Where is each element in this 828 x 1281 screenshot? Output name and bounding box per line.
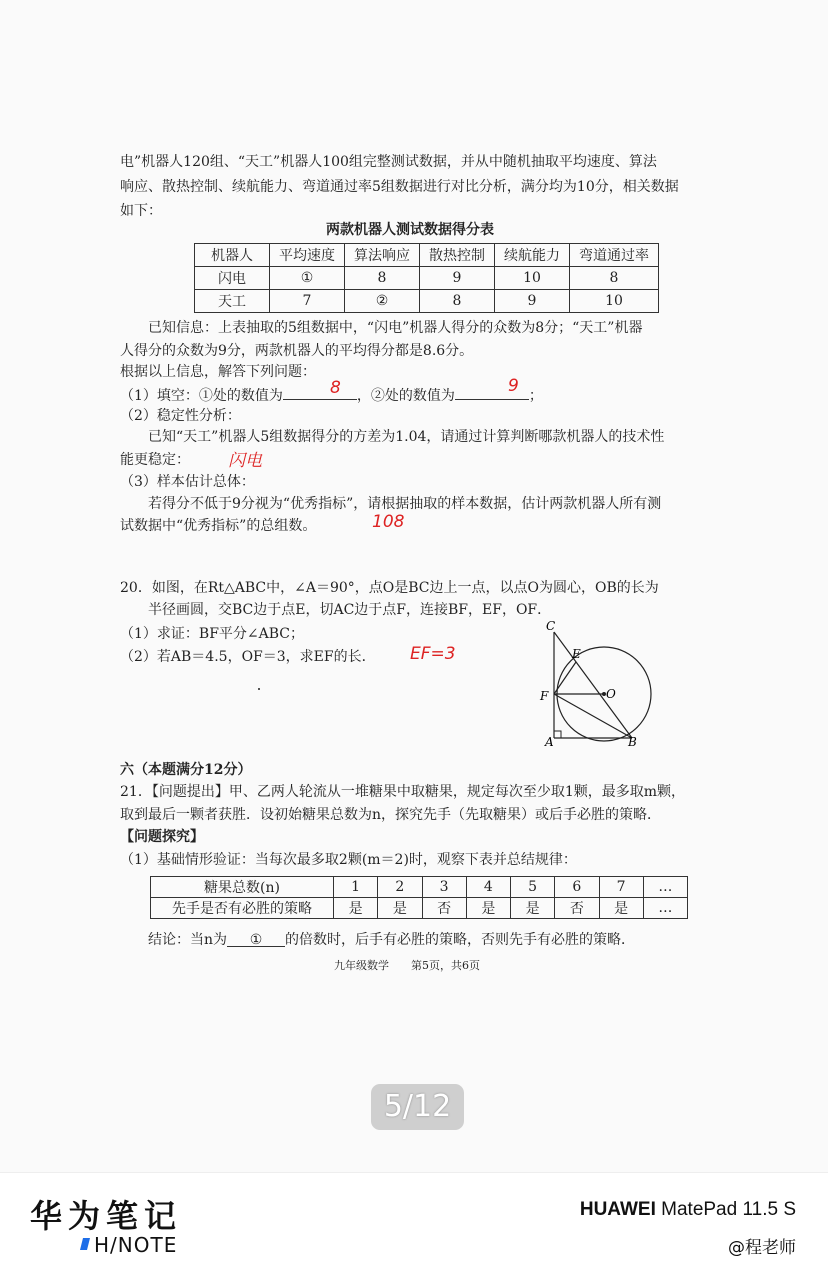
intro-line-1: 电”机器人120组、“天工”机器人100组完整测试数据，并从中随机抽取平均速度、算法 <box>120 154 657 170</box>
q19-part3-text-2: 试数据中“优秀指标”的总组数。 <box>120 518 317 534</box>
q19-part1-text-c: ； <box>528 388 543 404</box>
table-cell: 3 <box>422 877 466 898</box>
table-cell: 闪电 <box>195 267 270 290</box>
table-cell: 先手是否有必胜的策略 <box>151 898 334 919</box>
instruction-line: 根据以上信息，解答下列问题： <box>120 364 316 380</box>
table-cell: 4 <box>466 877 510 898</box>
table-cell: … <box>643 877 687 898</box>
q20-line-3: （1）求证：BF平分∠ABC； <box>120 626 305 642</box>
table-cell: 6 <box>555 877 599 898</box>
brand-name-en: H/NOTE <box>94 1233 178 1257</box>
table-header-cell: 散热控制 <box>420 244 495 267</box>
q19-part1-text-a: （1）填空：①处的数值为 <box>120 388 283 404</box>
table-cell: 1 <box>334 877 378 898</box>
table-cell: 8 <box>570 267 659 290</box>
q21-line-1: 21．【问题提出】甲、乙两人轮流从一堆糖果中取糖果，规定每次至少取1颗，最多取m颗， <box>120 784 685 800</box>
table-cell: 10 <box>495 267 570 290</box>
q19-part3-title: （3）样本估计总体： <box>120 474 255 490</box>
table-header-cell: 弯道通过率 <box>570 244 659 267</box>
table-cell: 是 <box>466 898 510 919</box>
right-angle-mark <box>554 731 561 738</box>
table-header-cell: 算法响应 <box>345 244 420 267</box>
table-cell: 7 <box>270 290 345 313</box>
table-cell: ① <box>270 267 345 290</box>
conclusion-blank: ① <box>227 930 285 947</box>
table-cell: 否 <box>422 898 466 919</box>
q21-explore-heading: 【问题探究】 <box>120 829 204 845</box>
intro-line-3: 如下： <box>120 203 162 219</box>
table-cell: 是 <box>378 898 422 919</box>
hnote-logo-icon <box>78 1238 90 1250</box>
table-header-row <box>195 244 659 267</box>
author-tag: @程老师 <box>728 1238 796 1258</box>
ink-dot <box>258 688 260 690</box>
label-c: C <box>546 619 556 633</box>
table-row <box>195 290 659 313</box>
table-cell: 7 <box>599 877 643 898</box>
table-cell: 2 <box>378 877 422 898</box>
candy-table <box>150 876 688 919</box>
label-o: O <box>606 687 616 701</box>
table-cell: 9 <box>495 290 570 313</box>
q19-part1-text-b: ，②处的数值为 <box>356 388 455 404</box>
table-cell: 是 <box>334 898 378 919</box>
device-model: MatePad 11.5 S <box>661 1199 796 1220</box>
known-info-line-2: 人得分的众数为9分，两款机器人的平均得分都是8.6分。 <box>120 343 474 359</box>
brand-name-cn: 华为笔记 <box>30 1197 183 1235</box>
page-indicator[interactable]: 5/12 <box>371 1084 464 1130</box>
table-cell: 5 <box>511 877 555 898</box>
table-header-cell: 续航能力 <box>495 244 570 267</box>
score-table <box>194 243 659 313</box>
device-label <box>580 1199 796 1221</box>
table-row <box>151 898 688 919</box>
table-cell: 9 <box>420 267 495 290</box>
handwritten-answer-stable: 闪电 <box>228 451 262 471</box>
section-6-heading: 六（本题满分12分） <box>120 762 252 778</box>
answer-blank-1 <box>283 383 357 400</box>
known-info-line-1: 已知信息：上表抽取的5组数据中，“闪电”机器人得分的众数为8分；“天工”机器 <box>148 320 643 336</box>
q20-line-4: （2）若AB＝4.5，OF＝3，求EF的长． <box>120 649 376 665</box>
table-header-cell: 机器人 <box>195 244 270 267</box>
q19-part2-text-2: 能更稳定： <box>120 452 190 468</box>
conclusion-text-a: 结论：当n为 <box>148 932 228 948</box>
table-cell: … <box>643 898 687 919</box>
label-b: B <box>628 735 637 749</box>
q20-line-1: 20．如图，在Rt△ABC中，∠A＝90°，点O是BC边上一点，以点O为圆心，OB的长为 <box>120 580 659 596</box>
table-cell: 8 <box>420 290 495 313</box>
table-cell: 糖果总数(n) <box>151 877 334 898</box>
table-row <box>151 877 688 898</box>
page-footer-label: 九年级数学 第5页，共6页 <box>334 959 480 972</box>
q20-line-2: 半径画圆，交BC边于点E，切AC边于点F，连接BF，EF，OF． <box>148 602 552 618</box>
table-cell: 否 <box>555 898 599 919</box>
table-row <box>195 267 659 290</box>
table-cell: 10 <box>570 290 659 313</box>
q19-part3-text-1: 若得分不低于9分视为“优秀指标”，请根据抽取的样本数据，估计两款机器人所有测 <box>148 496 662 512</box>
table-cell: 是 <box>599 898 643 919</box>
geometry-figure <box>536 618 666 750</box>
handwritten-answer-total: 108 <box>372 512 405 532</box>
watermark-footer <box>0 1172 828 1281</box>
table-header-cell: 平均速度 <box>270 244 345 267</box>
q21-conclusion <box>148 930 635 950</box>
device-brand: HUAWEI <box>579 1199 656 1220</box>
table1-title: 两款机器人测试数据得分表 <box>326 222 494 238</box>
handwritten-answer-2: 9 <box>508 376 519 396</box>
handwritten-answer-1: 8 <box>330 378 341 398</box>
q19-part2-text-1: 已知“天工”机器人5组数据得分的方差为1.04，请通过计算判断哪款机器人的技术性 <box>148 429 665 445</box>
table-cell: 8 <box>345 267 420 290</box>
segment-bf <box>554 694 632 738</box>
label-f: F <box>540 689 549 703</box>
handwritten-answer-ef: EF=3 <box>410 644 456 664</box>
intro-line-2: 响应、散热控制、续航能力、弯道通过率5组数据进行对比分析，满分均为10分，相关数据 <box>120 179 679 195</box>
table-cell: 天工 <box>195 290 270 313</box>
label-e: E <box>572 647 581 661</box>
conclusion-text-b: 的倍数时，后手有必胜的策略，否则先手有必胜的策略． <box>285 932 636 948</box>
table-cell: ② <box>345 290 420 313</box>
q19-part2-title: （2）稳定性分析： <box>120 408 241 424</box>
q21-sub1: （1）基础情形验证：当每次最多取2颗(m＝2)时，观察下表并总结规律： <box>120 852 577 868</box>
q21-line-2: 取到最后一颗者获胜．设初始糖果总数为n，探究先手（先取糖果）或后手必胜的策略． <box>120 807 662 823</box>
table-cell: 是 <box>511 898 555 919</box>
label-a: A <box>545 735 554 749</box>
